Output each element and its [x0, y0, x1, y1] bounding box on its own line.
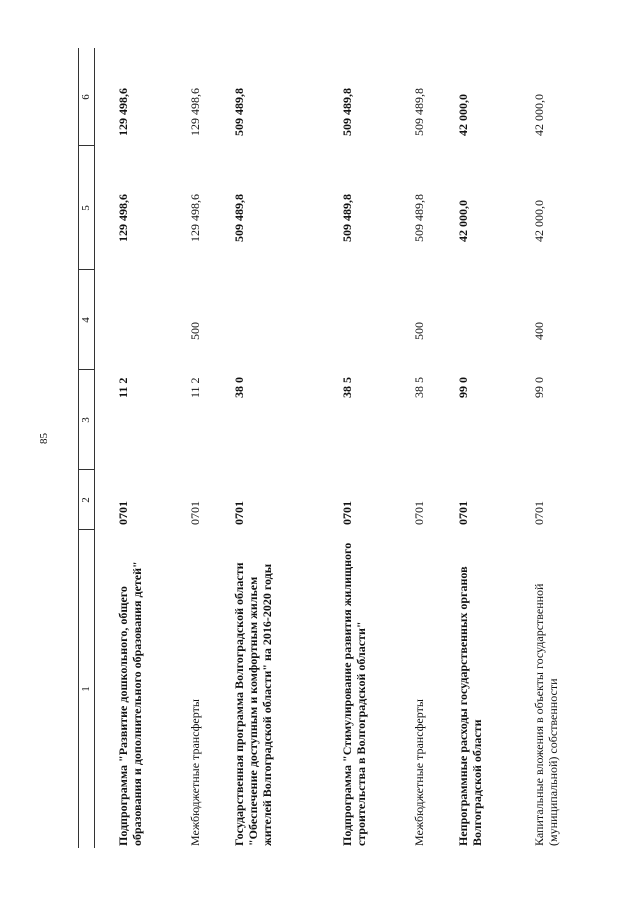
- row-amount: 509 489,8: [232, 194, 246, 242]
- row-amount: 509 489,8: [340, 194, 354, 242]
- row-label: Непрограммные расходы государственных органов Волгоградской области: [456, 566, 484, 846]
- row-program-code: 11 2: [116, 377, 130, 398]
- row-amount-total: 129 498,6: [188, 88, 202, 136]
- row-expense-type: 500: [188, 322, 202, 340]
- row-amount: 42 000,0: [456, 200, 470, 242]
- row-label: Подпрограмма "Стимулирование развития жилищного строительства в Волгоградской области": [340, 542, 368, 846]
- row-label: Межбюджетные трансферты: [188, 699, 202, 846]
- row-expense-type: 400: [532, 322, 546, 340]
- row-label: Государственная программа Волгоградской области "Обеспечение доступным и комфортным жильем жителей Волгоградской области" на 2016-2020 годы: [232, 562, 274, 846]
- row-amount: 509 489,8: [412, 194, 426, 242]
- row-section-code: 0701: [456, 501, 470, 525]
- row-section-code: 0701: [116, 501, 130, 525]
- header-bottom-rule: [94, 48, 95, 848]
- row-label: Капитальные вложения в объекты государственной (муниципальной) собственности: [532, 583, 560, 846]
- header-col-3: 3: [80, 417, 92, 423]
- row-program-code: 99 0: [456, 377, 470, 398]
- header-col-2: 2: [80, 497, 92, 503]
- row-program-code: 38 0: [232, 377, 246, 398]
- header-col-4: 4: [80, 317, 92, 323]
- header-col-1: 1: [80, 686, 92, 692]
- row-expense-type: 500: [412, 322, 426, 340]
- row-amount-total: 42 000,0: [532, 94, 546, 136]
- row-program-code: 38 5: [340, 377, 354, 398]
- row-amount: 129 498,6: [116, 194, 130, 242]
- row-amount: 129 498,6: [188, 194, 202, 242]
- row-amount-total: 129 498,6: [116, 88, 130, 136]
- row-section-code: 0701: [232, 501, 246, 525]
- row-section-code: 0701: [340, 501, 354, 525]
- budget-table: [78, 48, 602, 848]
- row-section-code: 0701: [412, 501, 426, 525]
- row-label: Подпрограмма "Развитие дошкольного, общего образования и дополнительного образования детей": [116, 561, 144, 846]
- row-section-code: 0701: [188, 501, 202, 525]
- page-number: 85: [38, 433, 50, 444]
- row-amount-total: 509 489,8: [340, 88, 354, 136]
- header-col-5: 5: [80, 205, 92, 211]
- row-amount-total: 509 489,8: [232, 88, 246, 136]
- row-amount-total: 42 000,0: [456, 94, 470, 136]
- row-program-code: 11 2: [188, 377, 202, 398]
- row-amount: 42 000,0: [532, 200, 546, 242]
- row-program-code: 38 5: [412, 377, 426, 398]
- row-section-code: 0701: [532, 501, 546, 525]
- header-col-6: 6: [80, 94, 92, 100]
- row-program-code: 99 0: [532, 377, 546, 398]
- row-amount-total: 509 489,8: [412, 88, 426, 136]
- row-label: Межбюджетные трансферты: [412, 699, 426, 846]
